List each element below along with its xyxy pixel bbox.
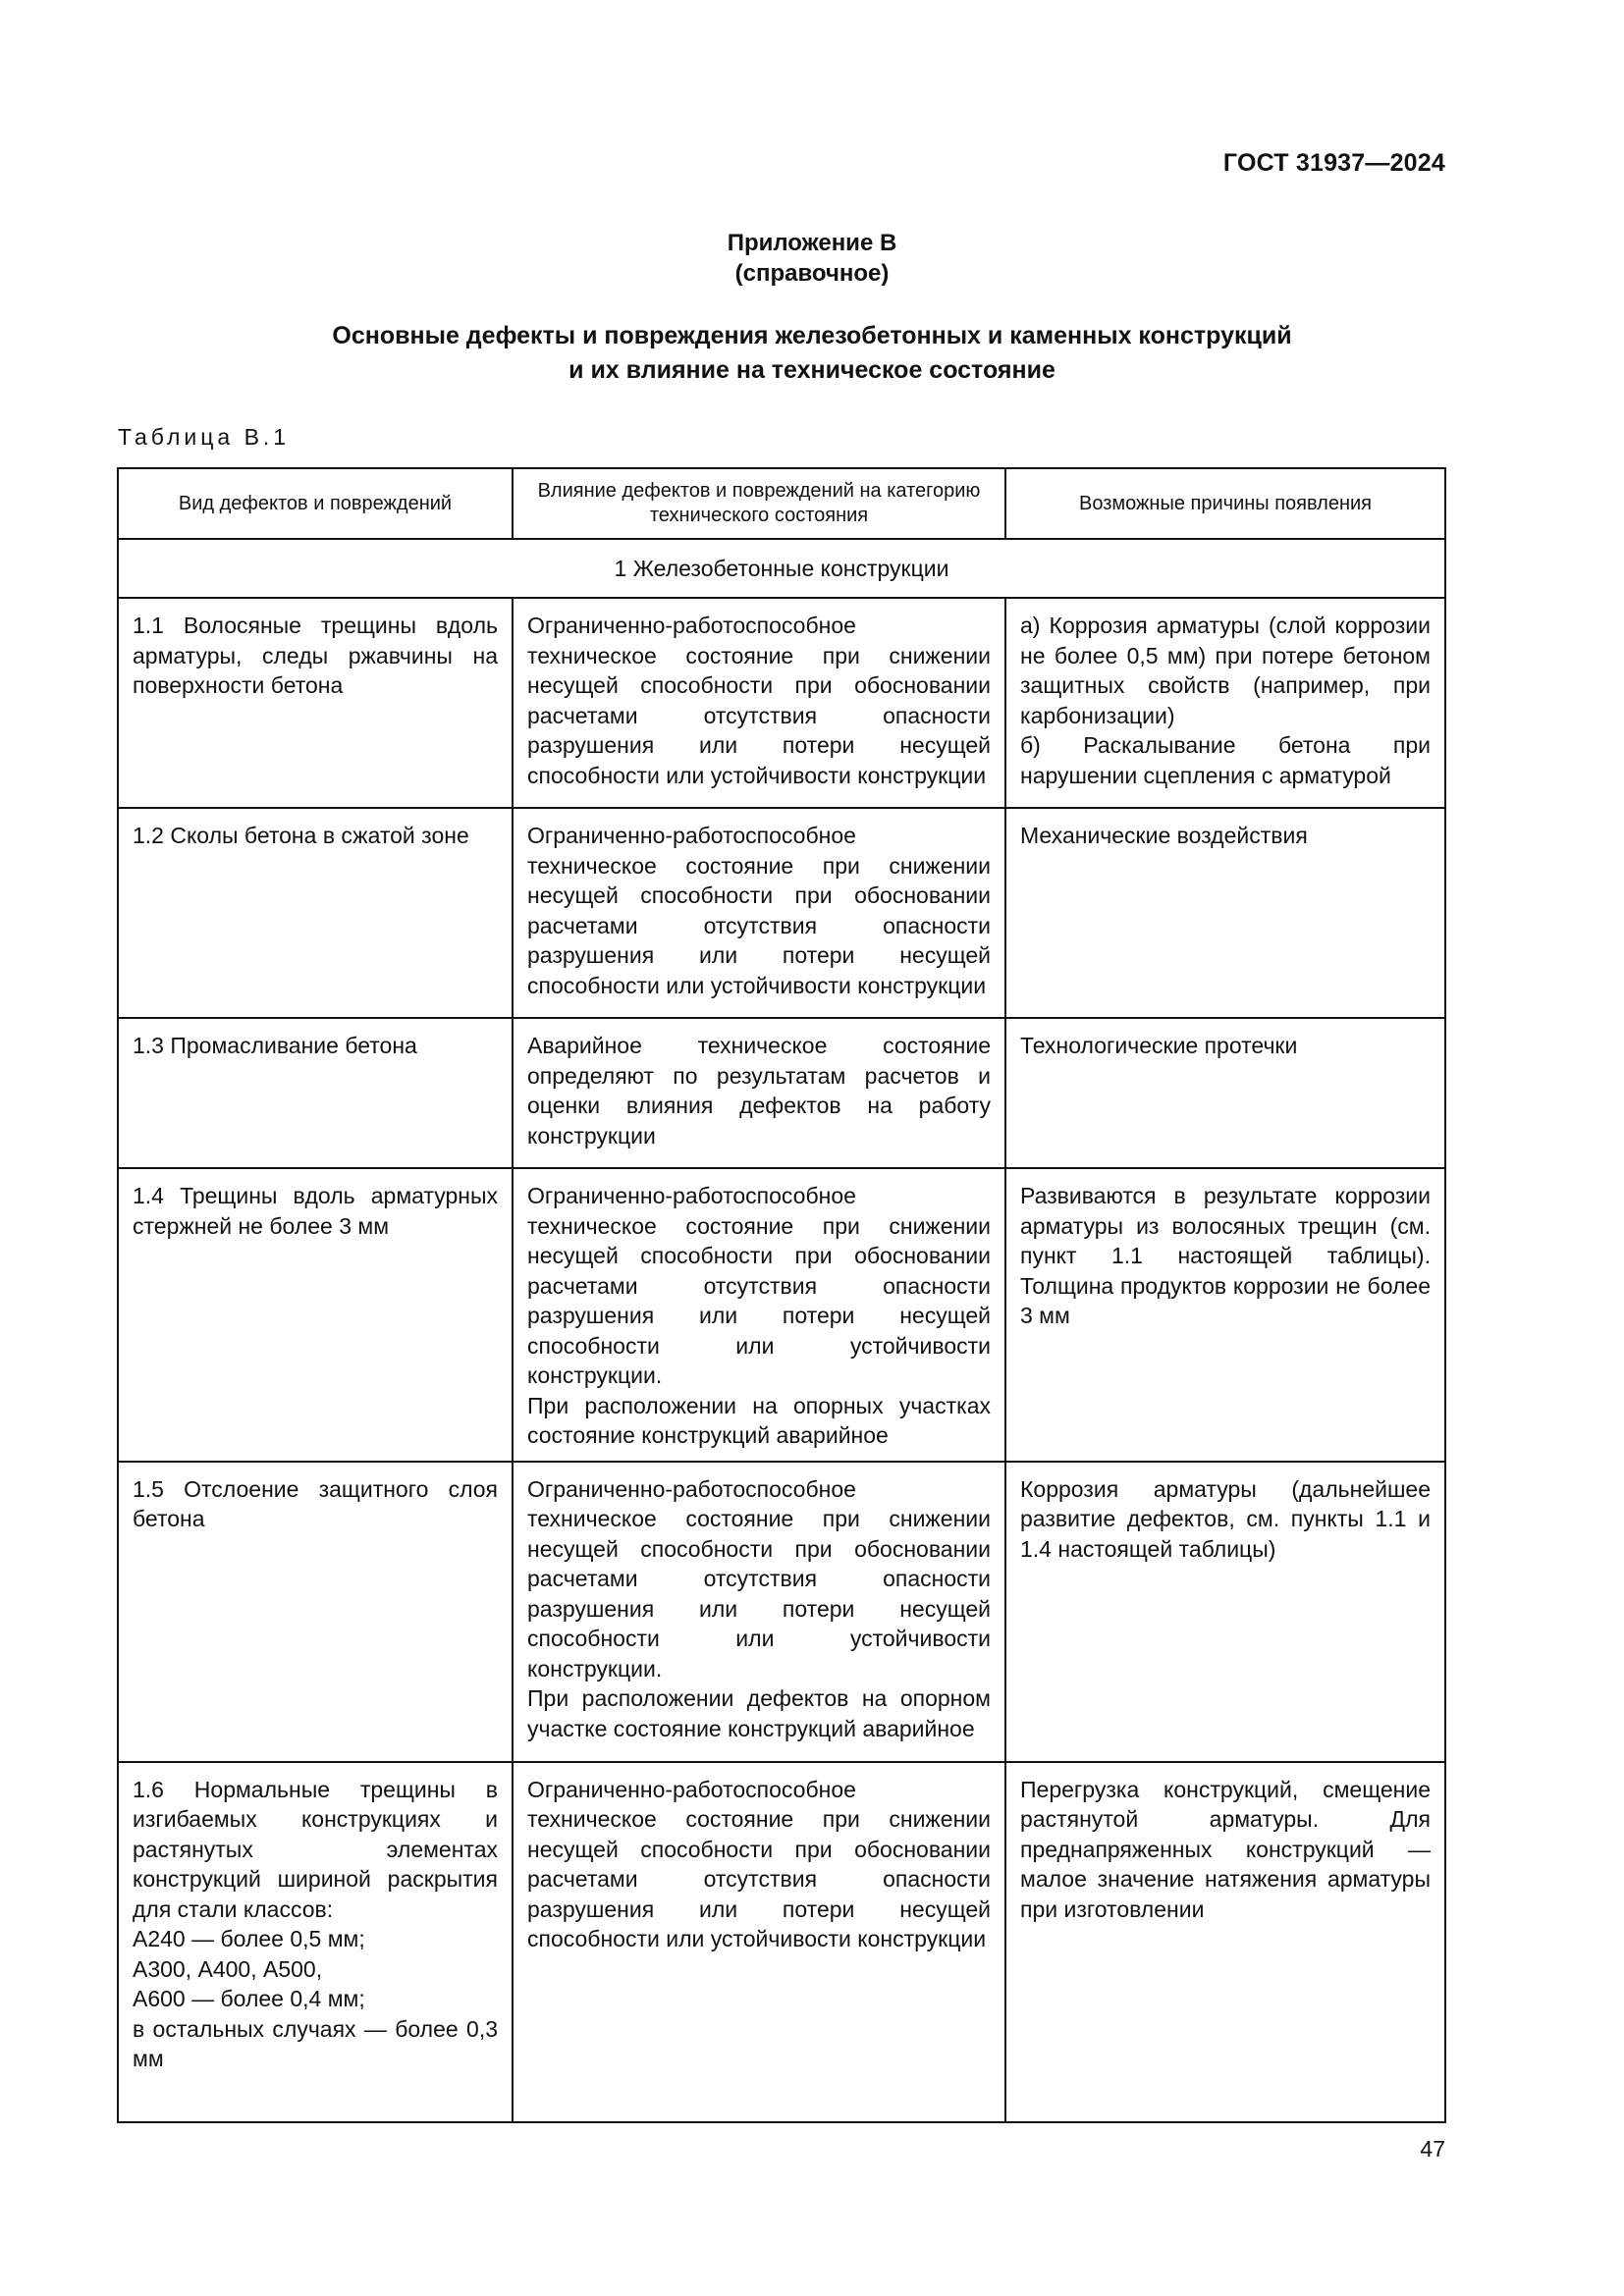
impact-text: При расположении дефектов на опорном участке состояние конструкций аварийное bbox=[527, 1685, 991, 1741]
causes-cell: Механические воздействия bbox=[1005, 808, 1445, 1018]
defect-cell: 1.2 Сколы бетона в сжатой зоне bbox=[118, 808, 513, 1018]
standard-header: ГОСТ 31937—2024 bbox=[1222, 149, 1445, 177]
impact-cell bbox=[513, 1168, 1005, 1462]
column-header-causes: Возможные причины появления bbox=[1005, 468, 1445, 539]
annex-subtitle: (справочное) bbox=[734, 260, 890, 287]
causes-cell: Перегрузка конструкций, смещение растянутой арматуры. Для преднапряженных конструкций — малое значение натяжения арматуры при изготовлении bbox=[1005, 1762, 1445, 2122]
causes-cell: Коррозия арматуры (дальнейшее развитие дефектов, см. пункты 1.1 и 1.4 настоящей таблицы) bbox=[1005, 1462, 1445, 1762]
causes-cell bbox=[1005, 598, 1445, 808]
table-header-row bbox=[118, 468, 1445, 539]
table-row bbox=[118, 1762, 1445, 2122]
document-title-line-2: и их влияние на техническое состояние bbox=[568, 356, 1056, 384]
causes-text: а) Коррозия арматуры (слой коррозии не более 0,5 мм) при потере бетоном защитных свойств (например, при карбонизации) bbox=[1020, 613, 1431, 728]
defect-text: 1.6 Нормальные трещины в изгибаемых конструкциях и растянутых элементах конструкций шириной раскрытия для стали классов: bbox=[133, 1776, 498, 1922]
annex-heading bbox=[0, 228, 1624, 289]
document-title bbox=[0, 319, 1624, 388]
impact-text: Ограниченно-работоспособное техническое состояние при снижении несущей способности при обосновании расчетами отсутствия опасности разрушения или потери несущей способности или устойчивости конструкции. bbox=[527, 1475, 991, 1682]
defect-cell: 1.5 Отслоение защитного слоя бетона bbox=[118, 1462, 513, 1762]
table-row bbox=[118, 1168, 1445, 1462]
annex-title: Приложение В bbox=[727, 230, 897, 256]
defect-text: А240 — более 0,5 мм; bbox=[133, 1926, 365, 1951]
impact-cell: Ограниченно-работоспособное техническое состояние при снижении несущей способности при обосновании расчетами отсутствия опасности разрушения или потери несущей способности или устойчивости конструкции bbox=[513, 1762, 1005, 2122]
table-row bbox=[118, 598, 1445, 808]
column-header-defect: Вид дефектов и повреждений bbox=[118, 468, 513, 539]
section-title: 1 Железобетонные конструкции bbox=[118, 539, 1445, 598]
impact-cell: Аварийное техническое состояние определяют по результатам расчетов и оценки влияния дефектов на работу конструкции bbox=[513, 1018, 1005, 1168]
causes-text: б) Раскалывание бетона при нарушении сцепления с арматурой bbox=[1020, 732, 1431, 788]
table-row bbox=[118, 1018, 1445, 1168]
defect-text: в остальных случаях — более 0,3 мм bbox=[133, 2015, 498, 2071]
section-row bbox=[118, 539, 1445, 598]
defect-cell: 1.3 Промасливание бетона bbox=[118, 1018, 513, 1168]
table-label: Таблица В.1 bbox=[118, 424, 291, 450]
column-header-impact: Влияние дефектов и повреждений на категорию технического состояния bbox=[513, 468, 1005, 539]
page-number: 47 bbox=[1420, 2136, 1445, 2162]
defect-text: А300, А400, А500, bbox=[133, 1955, 323, 1982]
defect-text: А600 — более 0,4 мм; bbox=[133, 1986, 365, 2011]
defect-cell: 1.4 Трещины вдоль арматурных стержней не более 3 мм bbox=[118, 1168, 513, 1462]
defects-table bbox=[117, 467, 1446, 2123]
defect-cell: 1.1 Волосяные трещины вдоль арматуры, следы ржавчины на поверхности бетона bbox=[118, 598, 513, 808]
impact-text: При расположении на опорных участках состояние конструкций аварийное bbox=[527, 1392, 991, 1448]
causes-cell: Технологические протечки bbox=[1005, 1018, 1445, 1168]
impact-cell: Ограниченно-работоспособное техническое состояние при снижении несущей способности при обосновании расчетами отсутствия опасности разрушения или потери несущей способности или устойчивости конструкции bbox=[513, 808, 1005, 1018]
defect-cell bbox=[118, 1762, 513, 2122]
impact-text: Ограниченно-работоспособное техническое состояние при снижении несущей способности при обосновании расчетами отсутствия опасности разрушения или потери несущей способности или устойчивости конструкции. bbox=[527, 1183, 991, 1388]
impact-cell bbox=[513, 1462, 1005, 1762]
causes-cell: Развиваются в результате коррозии арматуры из волосяных трещин (см. пункт 1.1 настоящей таблицы). Толщина продуктов коррозии не более 3 мм bbox=[1005, 1168, 1445, 1462]
table-row bbox=[118, 808, 1445, 1018]
table-row bbox=[118, 1462, 1445, 1762]
document-title-line-1: Основные дефекты и повреждения железобетонных и каменных конструкций bbox=[332, 322, 1292, 349]
impact-cell: Ограниченно-работоспособное техническое состояние при снижении несущей способности при обосновании расчетами отсутствия опасности разрушения или потери несущей способности или устойчивости конструкции bbox=[513, 598, 1005, 808]
